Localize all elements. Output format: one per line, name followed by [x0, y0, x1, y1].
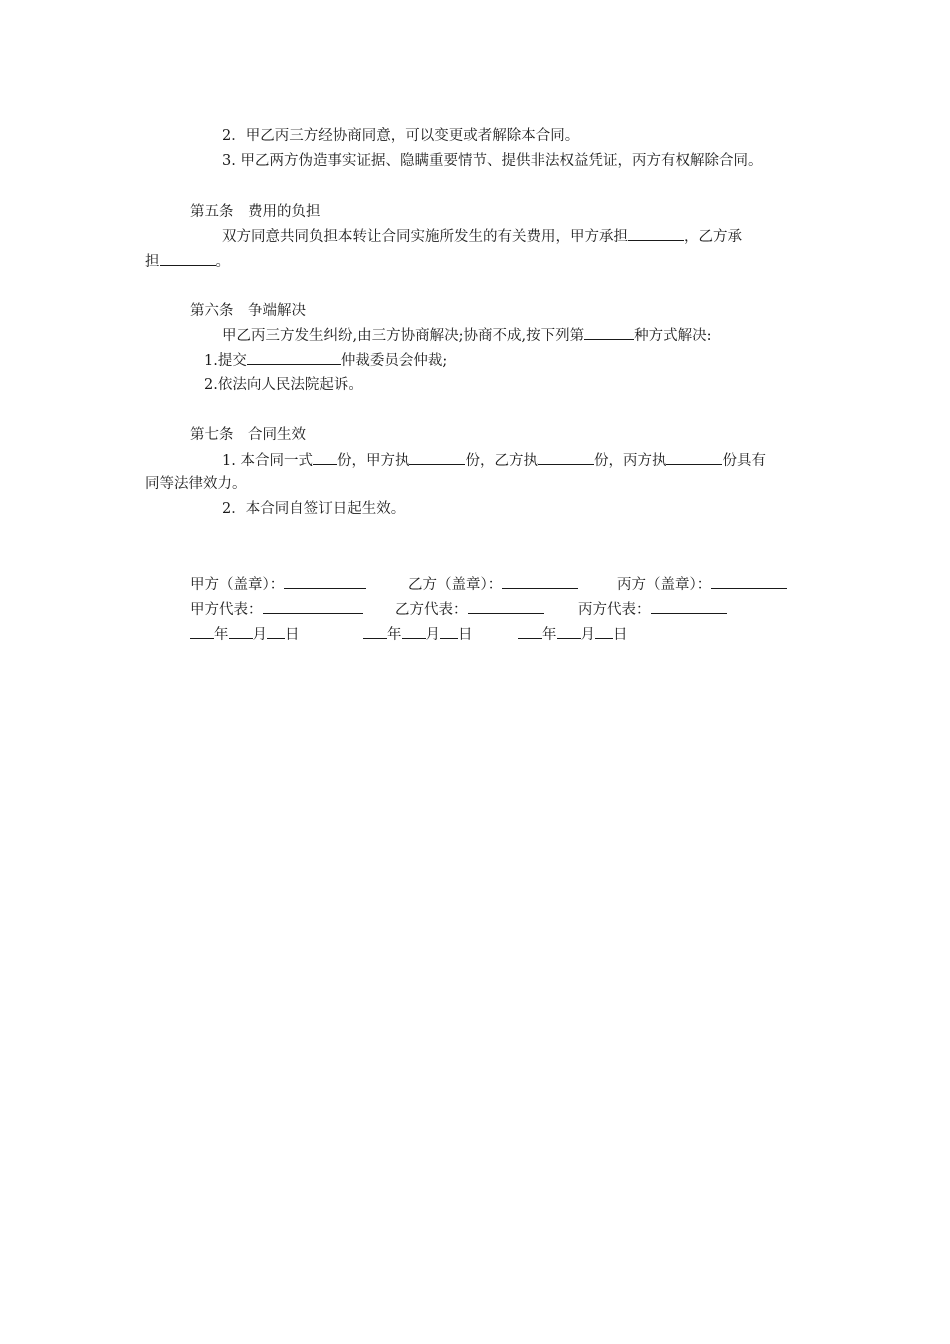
blank-field — [711, 574, 787, 589]
art7-line1: 1. 本合同一式 份，甲方执 份，乙方执 份，丙方执 份具有 — [222, 450, 766, 471]
blank-field — [190, 624, 214, 639]
art5-line2: 担 。 — [145, 251, 230, 272]
blank-field — [247, 350, 341, 365]
rep-c: 丙方代表： — [578, 599, 727, 620]
blank-field — [229, 624, 253, 639]
date-b: 年 月 日 — [363, 624, 473, 645]
art7-heading: 第七条 合同生效 — [190, 427, 306, 443]
art6-option1: 1.提交 仲裁委员会仲裁; — [204, 350, 447, 371]
rep-a: 甲方代表： — [190, 599, 363, 620]
blank-field — [628, 226, 684, 241]
blank-field — [402, 624, 426, 639]
seal-c: 丙方（盖章）： — [617, 574, 787, 595]
blank-field — [284, 574, 366, 589]
blank-field — [363, 624, 387, 639]
blank-field — [557, 624, 581, 639]
blank-field — [440, 624, 458, 639]
art5-heading: 第五条 费用的负担 — [190, 204, 321, 220]
date-a: 年 月 日 — [190, 624, 300, 645]
blank-field — [584, 325, 634, 340]
blank-field — [651, 599, 727, 614]
blank-field — [313, 450, 337, 465]
art4-item3: 3. 甲乙两方伪造事实证据、隐瞒重要情节、提供非法权益凭证，丙方有权解除合同。 — [222, 153, 763, 169]
seal-a: 甲方（盖章）： — [190, 574, 366, 595]
blank-field — [468, 599, 544, 614]
rep-b: 乙方代表： — [395, 599, 544, 620]
blank-field — [518, 624, 542, 639]
art6-option2: 2.依法向人民法院起诉。 — [204, 377, 363, 393]
art5-line1: 双方同意共同负担本转让合同实施所发生的有关费用，甲方承担 ，乙方承 — [222, 226, 742, 247]
blank-field — [263, 599, 363, 614]
art6-line1: 甲乙丙三方发生纠纷,由三方协商解决;协商不成,按下列第 种方式解决: — [222, 325, 712, 346]
blank-field — [502, 574, 578, 589]
art6-heading: 第六条 争端解决 — [190, 303, 306, 319]
blank-field — [267, 624, 285, 639]
art7-line3: 2．本合同自签订日起生效。 — [222, 501, 406, 517]
blank-field — [409, 450, 465, 465]
art4-item2: 2．甲乙丙三方经协商同意，可以变更或者解除本合同。 — [222, 128, 580, 144]
blank-field — [160, 251, 216, 266]
date-c: 年 月 日 — [518, 624, 628, 645]
seal-b: 乙方（盖章）： — [408, 574, 578, 595]
blank-field — [595, 624, 613, 639]
art7-line2: 同等法律效力。 — [145, 476, 247, 492]
blank-field — [538, 450, 594, 465]
blank-field — [666, 450, 722, 465]
